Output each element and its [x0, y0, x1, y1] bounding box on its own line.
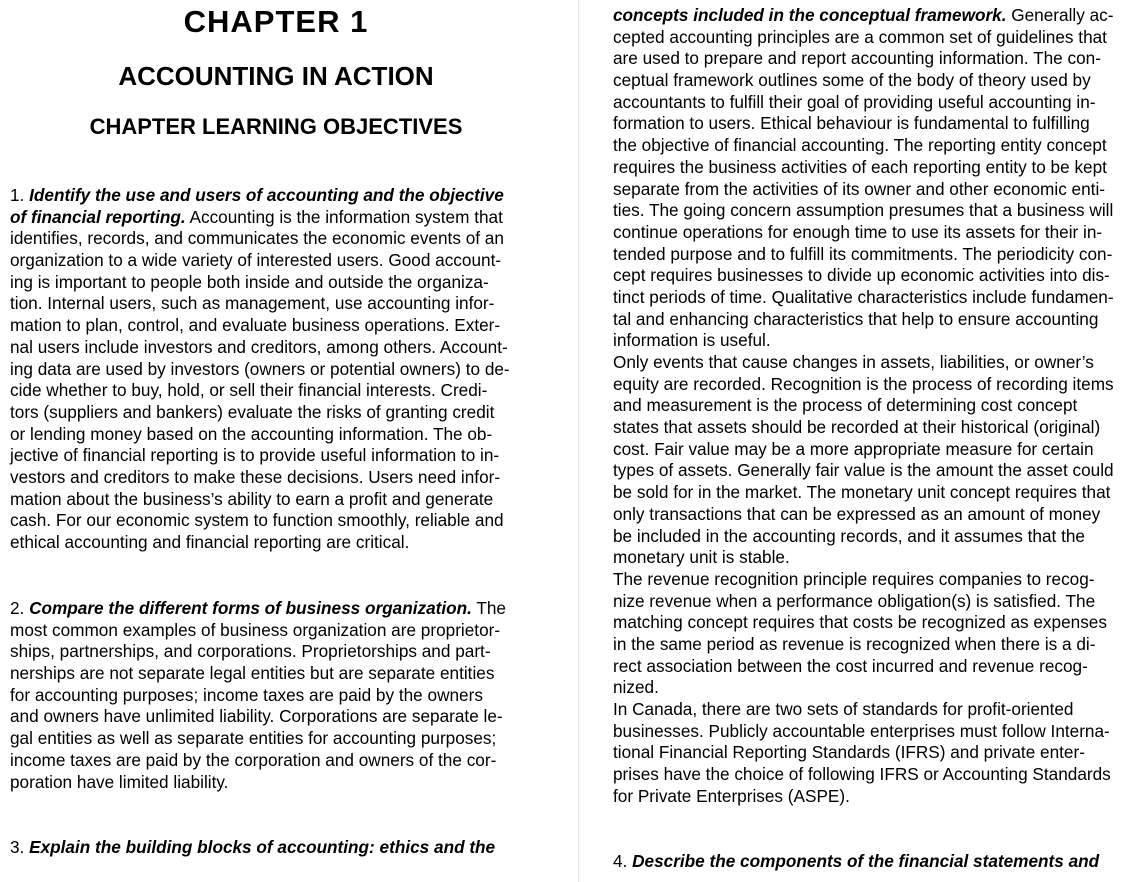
text-line — [613, 135, 1114, 157]
text-line — [10, 272, 510, 294]
text-line — [10, 663, 506, 685]
text-line — [613, 504, 1114, 526]
text-line — [10, 620, 506, 642]
text-line — [613, 721, 1114, 743]
body-text: states that assets should be recorded at their historical (original) — [613, 417, 1101, 438]
text-line — [613, 699, 1114, 721]
body-text: nal users include investors and creditors, among others. Account- — [10, 336, 508, 357]
text-line — [613, 591, 1114, 613]
body-text: and measurement is the process of determining cost concept — [613, 395, 1078, 416]
text-line — [10, 510, 510, 532]
objective-3-paragraph — [10, 837, 495, 859]
text-line — [613, 70, 1114, 92]
text-line — [613, 786, 1114, 808]
text-line — [10, 467, 510, 489]
objective-number: 3. — [10, 837, 30, 857]
text-line — [613, 330, 1114, 352]
body-text: formation to users. Ethical behaviour is fundamental to fulfilling — [613, 113, 1090, 134]
body-text: be sold for in the market. The monetary unit concept requires that — [613, 482, 1111, 503]
body-text: requires the business activities of each reporting entity to be kept — [613, 156, 1107, 177]
body-text: Accounting is the information system that — [185, 206, 503, 227]
body-text: vestors and creditors to make these decisions. Users need infor- — [10, 466, 501, 487]
body-text: be included in the accounting records, and it assumes that the — [613, 525, 1085, 546]
objective-1-paragraph — [10, 185, 510, 554]
body-text: rect association between the cost incurred and revenue recog- — [613, 655, 1088, 676]
text-line — [613, 482, 1114, 504]
text-line — [613, 27, 1114, 49]
left-column — [0, 0, 560, 882]
body-text: The revenue recognition principle requires companies to recog- — [613, 568, 1095, 589]
text-line — [613, 417, 1114, 439]
body-text: poration have limited liability. — [10, 771, 229, 792]
body-text: tended purpose and to fulfill its commitments. The periodicity con- — [613, 243, 1113, 264]
text-line — [10, 250, 510, 272]
body-text: ing data are used by investors (owners or potential owners) to de- — [10, 358, 510, 379]
body-text: ing is important to people both inside and outside the organiza- — [10, 271, 489, 292]
text-line — [10, 532, 510, 554]
body-text: cepted accounting principles are a common set of guidelines that — [613, 26, 1107, 47]
text-line — [613, 526, 1114, 548]
text-line — [613, 547, 1114, 569]
body-text: equity are recorded. Recognition is the process of recording items — [613, 373, 1114, 394]
objective-2-paragraph — [10, 598, 506, 793]
text-line — [10, 837, 495, 859]
body-text: prises have the choice of following IFRS or Accounting Standards — [613, 764, 1111, 785]
body-text: and owners have unlimited liability. Corporations are separate le- — [10, 706, 503, 727]
text-line — [613, 612, 1114, 634]
text-line — [613, 569, 1114, 591]
text-line — [10, 750, 506, 772]
chapter-title: ACCOUNTING IN ACTION — [118, 61, 434, 91]
body-text: tion. Internal users, such as management, use accounting infor- — [10, 293, 495, 314]
body-text: cept requires businesses to divide up economic activities into dis- — [613, 265, 1110, 286]
chapter-number: CHAPTER 1 — [183, 4, 369, 39]
text-line — [613, 309, 1114, 331]
body-text: businesses. Publicly accountable enterprises must follow Interna- — [613, 720, 1110, 741]
body-text: tors (suppliers and bankers) evaluate the risks of granting credit — [10, 401, 495, 422]
body-text: gal entities as well as separate entities for accounting purposes; — [10, 728, 497, 749]
body-text: The — [471, 598, 506, 618]
text-line — [613, 5, 1114, 27]
objective-lead: Identify the use and users of accounting and the objective — [29, 185, 504, 205]
body-text: for Private Enterprises (ASPE). — [613, 785, 850, 806]
text-line — [613, 677, 1114, 699]
text-line — [10, 424, 510, 446]
text-line — [613, 851, 1099, 873]
objective-lead: Compare the different forms of business organization. — [29, 598, 472, 618]
body-text: ties. The going concern assumption presumes that a business will — [613, 200, 1114, 221]
text-line — [613, 200, 1114, 222]
body-text: mation about the business’s ability to earn a profit and generate — [10, 488, 494, 509]
body-text: are used to prepare and report accounting information. The con- — [613, 48, 1101, 69]
body-text: tal and enhancing characteristics that help to ensure accounting — [613, 308, 1099, 329]
body-text: Generally ac- — [1006, 5, 1114, 25]
body-text: tinct periods of time. Qualitative characteristics include fundamen- — [613, 286, 1114, 307]
text-line — [10, 207, 510, 229]
text-line — [10, 185, 510, 207]
text-line — [613, 287, 1114, 309]
body-text: only transactions that can be expressed as an amount of money — [613, 503, 1101, 524]
text-line — [10, 641, 506, 663]
body-text: information is useful. — [613, 330, 771, 351]
text-line — [613, 92, 1114, 114]
body-text: tional Financial Reporting Standards (IFRS) and private enter- — [613, 742, 1085, 763]
text-line — [613, 265, 1114, 287]
body-text: cash. For our economic system to function smoothly, reliable and — [10, 510, 504, 531]
body-text: monetary unit is stable. — [613, 547, 790, 568]
text-line — [10, 315, 510, 337]
text-line — [10, 772, 506, 794]
body-text: separate from the activities of its owner and other economic enti- — [613, 178, 1105, 199]
text-line — [10, 402, 510, 424]
section-heading: CHAPTER LEARNING OBJECTIVES — [89, 114, 463, 139]
body-text: ceptual framework outlines some of the body of theory used by — [613, 70, 1091, 91]
text-line — [10, 293, 510, 315]
text-line — [613, 179, 1114, 201]
body-text: accountants to fulfill their goal of providing useful accounting in- — [613, 91, 1096, 112]
body-text: ethical accounting and financial reporting are critical. — [10, 532, 410, 552]
text-line — [613, 656, 1114, 678]
body-text: types of assets. Generally fair value is the amount the asset could — [613, 460, 1114, 481]
objective-4-paragraph — [613, 851, 1099, 873]
body-text: or lending money based on the accounting information. The ob- — [10, 423, 493, 444]
text-line — [10, 598, 506, 620]
text-line — [613, 113, 1114, 135]
objective-number: 4. — [613, 851, 633, 871]
body-text: cost. Fair value may be a more appropriate measure for certain — [613, 438, 1094, 459]
text-line — [613, 352, 1114, 374]
objective-lead: concepts included in the conceptual framework. — [613, 5, 1007, 25]
body-text: cide whether to buy, hold, or sell their financial interests. Credi- — [10, 380, 488, 401]
body-text: nerships are not separate legal entities but are separate entities — [10, 663, 495, 684]
body-text: nized. — [613, 677, 659, 698]
body-text: organization to a wide variety of interested users. Good account- — [10, 250, 502, 271]
body-text: Only events that cause changes in assets, liabilities, or owner’s — [613, 352, 1094, 372]
text-line — [10, 445, 510, 467]
right-column — [580, 0, 1144, 882]
objective-3-continued-paragraph — [613, 5, 1114, 807]
body-text: in the same period as revenue is recognized when there is a di- — [613, 633, 1096, 654]
body-text: nize revenue when a performance obligation(s) is satisfied. The — [613, 590, 1096, 611]
objective-lead: Describe the components of the financial statements and — [632, 851, 1100, 871]
text-line — [613, 634, 1114, 656]
body-text: continue operations for enough time to use its assets for their in- — [613, 221, 1103, 242]
body-text: matching concept requires that costs be recognized as expenses — [613, 612, 1107, 633]
text-line — [10, 337, 510, 359]
text-line — [613, 374, 1114, 396]
body-text: for accounting purposes; income taxes are paid by the owners — [10, 684, 483, 705]
column-divider — [578, 0, 579, 882]
text-line — [10, 489, 510, 511]
body-text: ships, partnerships, and corporations. Proprietorships and part- — [10, 641, 491, 662]
text-line — [613, 439, 1114, 461]
text-line — [10, 706, 506, 728]
body-text: In Canada, there are two sets of standards for profit-oriented — [613, 699, 1074, 719]
text-line — [613, 764, 1114, 786]
text-line — [613, 244, 1114, 266]
body-text: income taxes are paid by the corporation and owners of the cor- — [10, 749, 497, 770]
body-text: the objective of financial accounting. The reporting entity concept — [613, 135, 1107, 156]
text-line — [10, 380, 510, 402]
objective-lead: of financial reporting. — [10, 206, 186, 227]
objective-lead: Explain the building blocks of accounting: ethics and the — [29, 837, 496, 857]
body-text: identifies, records, and communicates the economic events of an — [10, 228, 504, 249]
text-line — [613, 157, 1114, 179]
body-text: mation to plan, control, and evaluate business operations. Exter- — [10, 315, 501, 336]
text-line — [10, 728, 506, 750]
objective-number: 1. — [10, 185, 30, 205]
body-text: most common examples of business organization are proprietor- — [10, 619, 501, 640]
text-line — [10, 685, 506, 707]
text-line — [613, 460, 1114, 482]
text-line — [613, 48, 1114, 70]
text-line — [10, 228, 510, 250]
text-line — [613, 742, 1114, 764]
body-text: jective of financial reporting is to provide useful information to in- — [10, 445, 500, 466]
objective-number: 2. — [10, 598, 30, 618]
text-line — [10, 359, 510, 381]
text-line — [613, 395, 1114, 417]
text-line — [613, 222, 1114, 244]
